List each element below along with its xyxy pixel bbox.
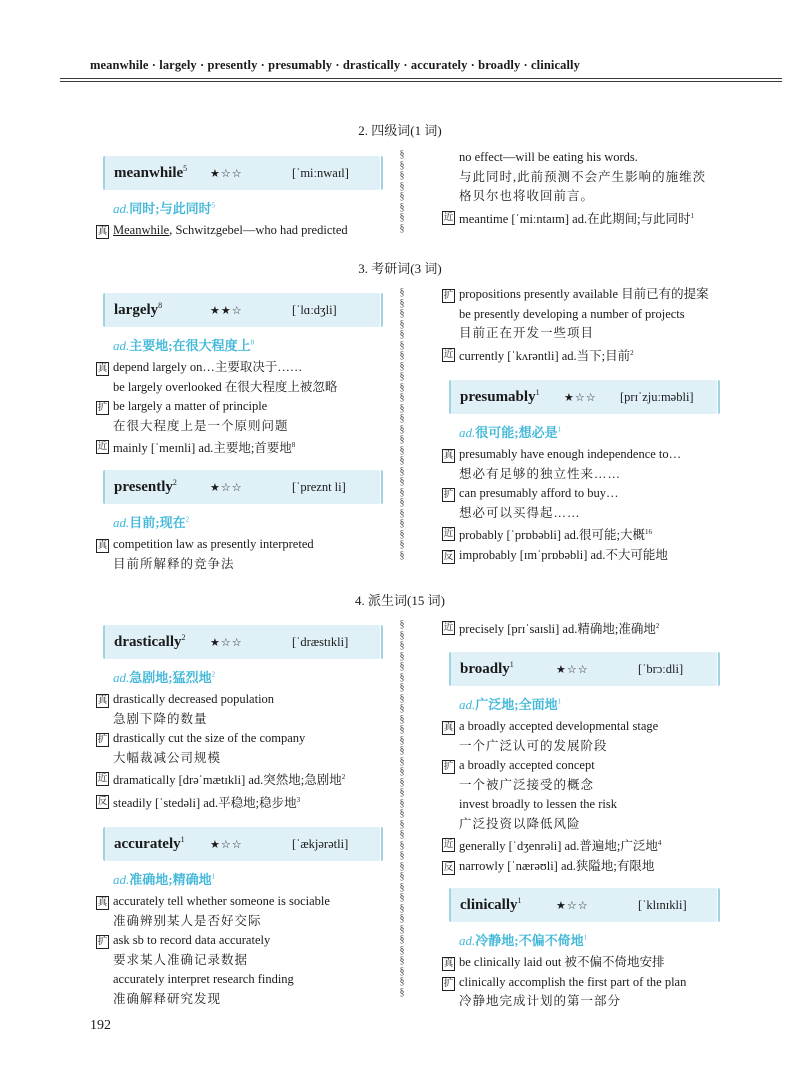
column-divider: § § § § § § § § § § § § § § § § § § § § § § § § § §: [399, 288, 405, 561]
star-rating: ★☆☆: [210, 636, 243, 649]
kuo-tag-icon: 扩: [443, 290, 454, 301]
section-title-derived: 4. 派生词(15 词): [355, 593, 445, 608]
column-divider: § § § § § § § §: [399, 150, 405, 234]
word-card: [105, 827, 380, 861]
entry-presumably: [443, 380, 717, 565]
headword: presently$^2$: [114, 478, 177, 495]
example-text: be largely overlooked 在很大程度上被忽略: [113, 379, 338, 394]
example-translation: 在很大程度上是一个原则问题: [113, 418, 289, 433]
phonetic: [ˈdræstɪkli]: [292, 634, 349, 649]
word-card: [105, 156, 380, 190]
entry-accurately: [97, 827, 380, 1009]
star-rating: ★☆☆: [210, 167, 243, 180]
entry-drastically: [97, 625, 380, 813]
column-divider: § § § § § § § § § § § § § § § § § § § § § § § § § § § § § § § § § § § §: [399, 620, 405, 998]
definition: ad.目前;现在$^2$: [113, 515, 190, 530]
example-translation: 与此同时,此前预测不会产生影响的施维茨: [459, 169, 707, 184]
example-text: a broadly accepted concept: [459, 758, 595, 772]
zhen-tag-icon: 真: [97, 226, 108, 237]
kuo-tag-icon: 扩: [443, 977, 454, 989]
section-title-cet4: 2. 四级词(1 词): [358, 123, 442, 138]
definition: ad.急剧地;猛烈地$^2$: [113, 670, 216, 685]
example-text: accurately tell whether someone is sociable: [113, 894, 330, 908]
phonetic: [ˈlɑːdʒli]: [292, 302, 337, 317]
entry-largely: [97, 293, 380, 459]
kuo-tag-icon: 扩: [97, 402, 108, 413]
synonym-row: 近 currently [ˈkʌrəntli] ad.当下;目前$^2$: [443, 348, 634, 363]
jin-tag-icon: 近: [443, 348, 454, 360]
synonym-row: 近 dramatically [drəˈmætɪkli] ad.突然地;急剧地$^2$: [97, 773, 346, 788]
antonym-row: 反 steadily [ˈstedəli] ad.平稳地;稳步地$^3$: [97, 795, 301, 810]
headword: largely$^8$: [114, 301, 163, 318]
synonym-row: 近 generally [ˈdʒenrəli] ad.普遍地;广泛地$^4$: [443, 839, 662, 854]
example-translation: 大幅裁减公司规模: [113, 750, 222, 765]
header-rule-secondary: [60, 81, 782, 82]
headword: clinically$^1$: [460, 896, 522, 913]
example-translation: 想必有足够的独立性来……: [459, 466, 622, 481]
jin-tag-icon: 近: [443, 211, 454, 223]
star-rating: ★☆☆: [210, 481, 243, 494]
jin-tag-icon: 近: [443, 528, 454, 539]
fan-tag-icon: 反: [443, 550, 454, 562]
entry-accurately-continued: [442, 617, 732, 640]
synonym-row: 近 precisely [prɪˈsaɪsli] ad.精确地;准确地$^2$: [443, 622, 660, 637]
star-rating: ★☆☆: [210, 838, 243, 851]
running-header: meanwhile · largely · presently · presumably · drastically · accurately · broadly · clinically: [90, 58, 580, 72]
phonetic: [ˈpreznt li]: [292, 479, 346, 494]
synonym-row: 近 mainly [ˈmeɪnli] ad.主要地;首要地$^8$: [97, 441, 296, 456]
header-rule: [60, 78, 782, 79]
example-text: drastically decreased population: [113, 692, 275, 706]
kuo-tag-icon: 扩: [443, 761, 454, 772]
example-translation: 广泛投资以降低风险: [459, 816, 581, 831]
example-translation: 急剧下降的数量: [113, 711, 208, 726]
headword: broadly$^1$: [460, 660, 514, 677]
zhen-tag-icon: 真: [97, 897, 108, 908]
definition: ad.主要地;在很大程度上$^8$: [113, 338, 255, 353]
word-card: [451, 380, 717, 414]
jin-tag-icon: 近: [97, 773, 108, 784]
zhen-tag-icon: 真: [443, 958, 454, 969]
jin-tag-icon: 近: [443, 622, 454, 633]
entry-clinically: [443, 888, 717, 1012]
kuo-tag-icon: 扩: [443, 489, 454, 500]
zhen-tag-icon: 真: [443, 722, 454, 733]
entry-presently: [97, 470, 380, 574]
definition: ad.很可能;想必是$^1$: [459, 425, 562, 440]
zhen-tag-icon: 真: [443, 450, 454, 461]
definition: ad.广泛地;全面地$^1$: [459, 697, 562, 712]
definition: ad.准确地;精确地$^1$: [113, 872, 216, 887]
entry-presently-continued: [442, 285, 732, 366]
fan-tag-icon: 反: [97, 795, 108, 807]
star-rating: ★☆☆: [564, 391, 597, 404]
example-translation: 冷静地完成计划的第一部分: [459, 994, 622, 1008]
star-rating: ★☆☆: [556, 663, 589, 676]
example-translation: 目前所解释的竞争法: [113, 556, 235, 571]
example-text: can presumably afford to buy…: [459, 486, 619, 500]
example-translation: 目前正在开发一些项目: [459, 326, 595, 340]
example-text: competition law as presently interpreted: [113, 537, 314, 551]
entry-broadly: [443, 652, 717, 876]
definition: ad.冷静地;不偏不倚地$^1$: [459, 933, 588, 948]
star-rating: ★★☆: [210, 304, 243, 317]
example-text: be largely a matter of principle: [113, 399, 268, 413]
phonetic: [ˈklɪnɪkli]: [638, 897, 687, 912]
example-text: clinically accomplish the first part of the plan: [459, 974, 687, 989]
word-card: [105, 470, 380, 504]
page-number: 192: [90, 1018, 111, 1033]
headword: drastically$^2$: [114, 633, 186, 650]
definition: ad.同时;与此同时$^5$: [113, 201, 216, 216]
zhen-tag-icon: 真: [97, 540, 108, 551]
jin-tag-icon: 近: [443, 839, 454, 850]
headword: accurately$^1$: [114, 835, 185, 852]
zhen-tag-icon: 真: [97, 363, 108, 374]
example-text: be clinically laid out 被不偏不倚地安排: [459, 955, 665, 969]
example-translation: 想必可以买得起……: [459, 505, 581, 520]
synonym-row: 近 probably [ˈprɒbəbli] ad.很可能;大概$^{16}$: [443, 528, 653, 543]
antonym-row: 反 narrowly [ˈnærəʊli] ad.狭隘地;有限地: [443, 858, 655, 873]
headword: presumably$^1$: [460, 388, 540, 405]
phonetic: [prɪˈzjuːməbli]: [620, 389, 694, 404]
example-text: depend largely on…主要取决于……: [113, 360, 303, 374]
word-card: [451, 888, 717, 922]
example-text: accurately interpret research finding: [113, 972, 294, 986]
example-translation: 准确解释研究发现: [113, 991, 222, 1006]
kuo-tag-icon: 扩: [97, 734, 108, 745]
example-translation: 一个被广泛接受的概念: [459, 777, 595, 792]
example-translation: 准确辨别某人是否好交际: [113, 913, 262, 928]
word-card: [105, 293, 380, 327]
example-translation: 一个广泛认可的发展阶段: [459, 738, 608, 753]
section-title-kaoyan: 3. 考研词(3 词): [358, 261, 442, 276]
word-card: [105, 625, 380, 659]
headword: meanwhile$^5$: [114, 164, 188, 181]
kuo-tag-icon: 扩: [97, 936, 108, 947]
example-text: drastically cut the size of the company: [113, 731, 306, 745]
synonym-row: 近 meantime [ˈmiːntaɪm] ad.在此期间;与此同时$^1$: [443, 211, 695, 226]
example-text: presumably have enough independence to…: [459, 447, 682, 461]
phonetic: [ˈækjərətli]: [292, 836, 349, 851]
example-translation: 格贝尔也将收回前言。: [459, 189, 595, 203]
example-text: ask sb to record data accurately: [113, 933, 271, 947]
zhen-tag-icon: 真: [97, 695, 108, 706]
antonym-row: 反 improbably [ɪmˈprɒbəbli] ad.不大可能地: [443, 547, 668, 562]
entry-meanwhile: [97, 156, 380, 241]
example-text: invest broadly to lessen the risk: [459, 797, 617, 811]
phonetic: [ˈmiːnwaɪl]: [292, 165, 349, 180]
jin-tag-icon: 近: [97, 441, 108, 452]
fan-tag-icon: 反: [443, 861, 454, 873]
example-text: no effect—will be eating his words.: [459, 150, 638, 164]
example-text: propositions presently available 目前已有的提案: [459, 287, 709, 301]
example-text: a broadly accepted developmental stage: [459, 719, 659, 733]
example-text: be presently developing a number of projects: [459, 306, 685, 321]
example-translation: 要求某人准确记录数据: [113, 952, 249, 967]
star-rating: ★☆☆: [556, 899, 589, 912]
entry-meanwhile-continued: [442, 148, 732, 229]
word-card: [451, 652, 717, 686]
example-row: 真 Meanwhile, Schwitzgebel—who had predicted: [97, 223, 348, 237]
phonetic: [ˈbrɔːdli]: [638, 661, 684, 676]
